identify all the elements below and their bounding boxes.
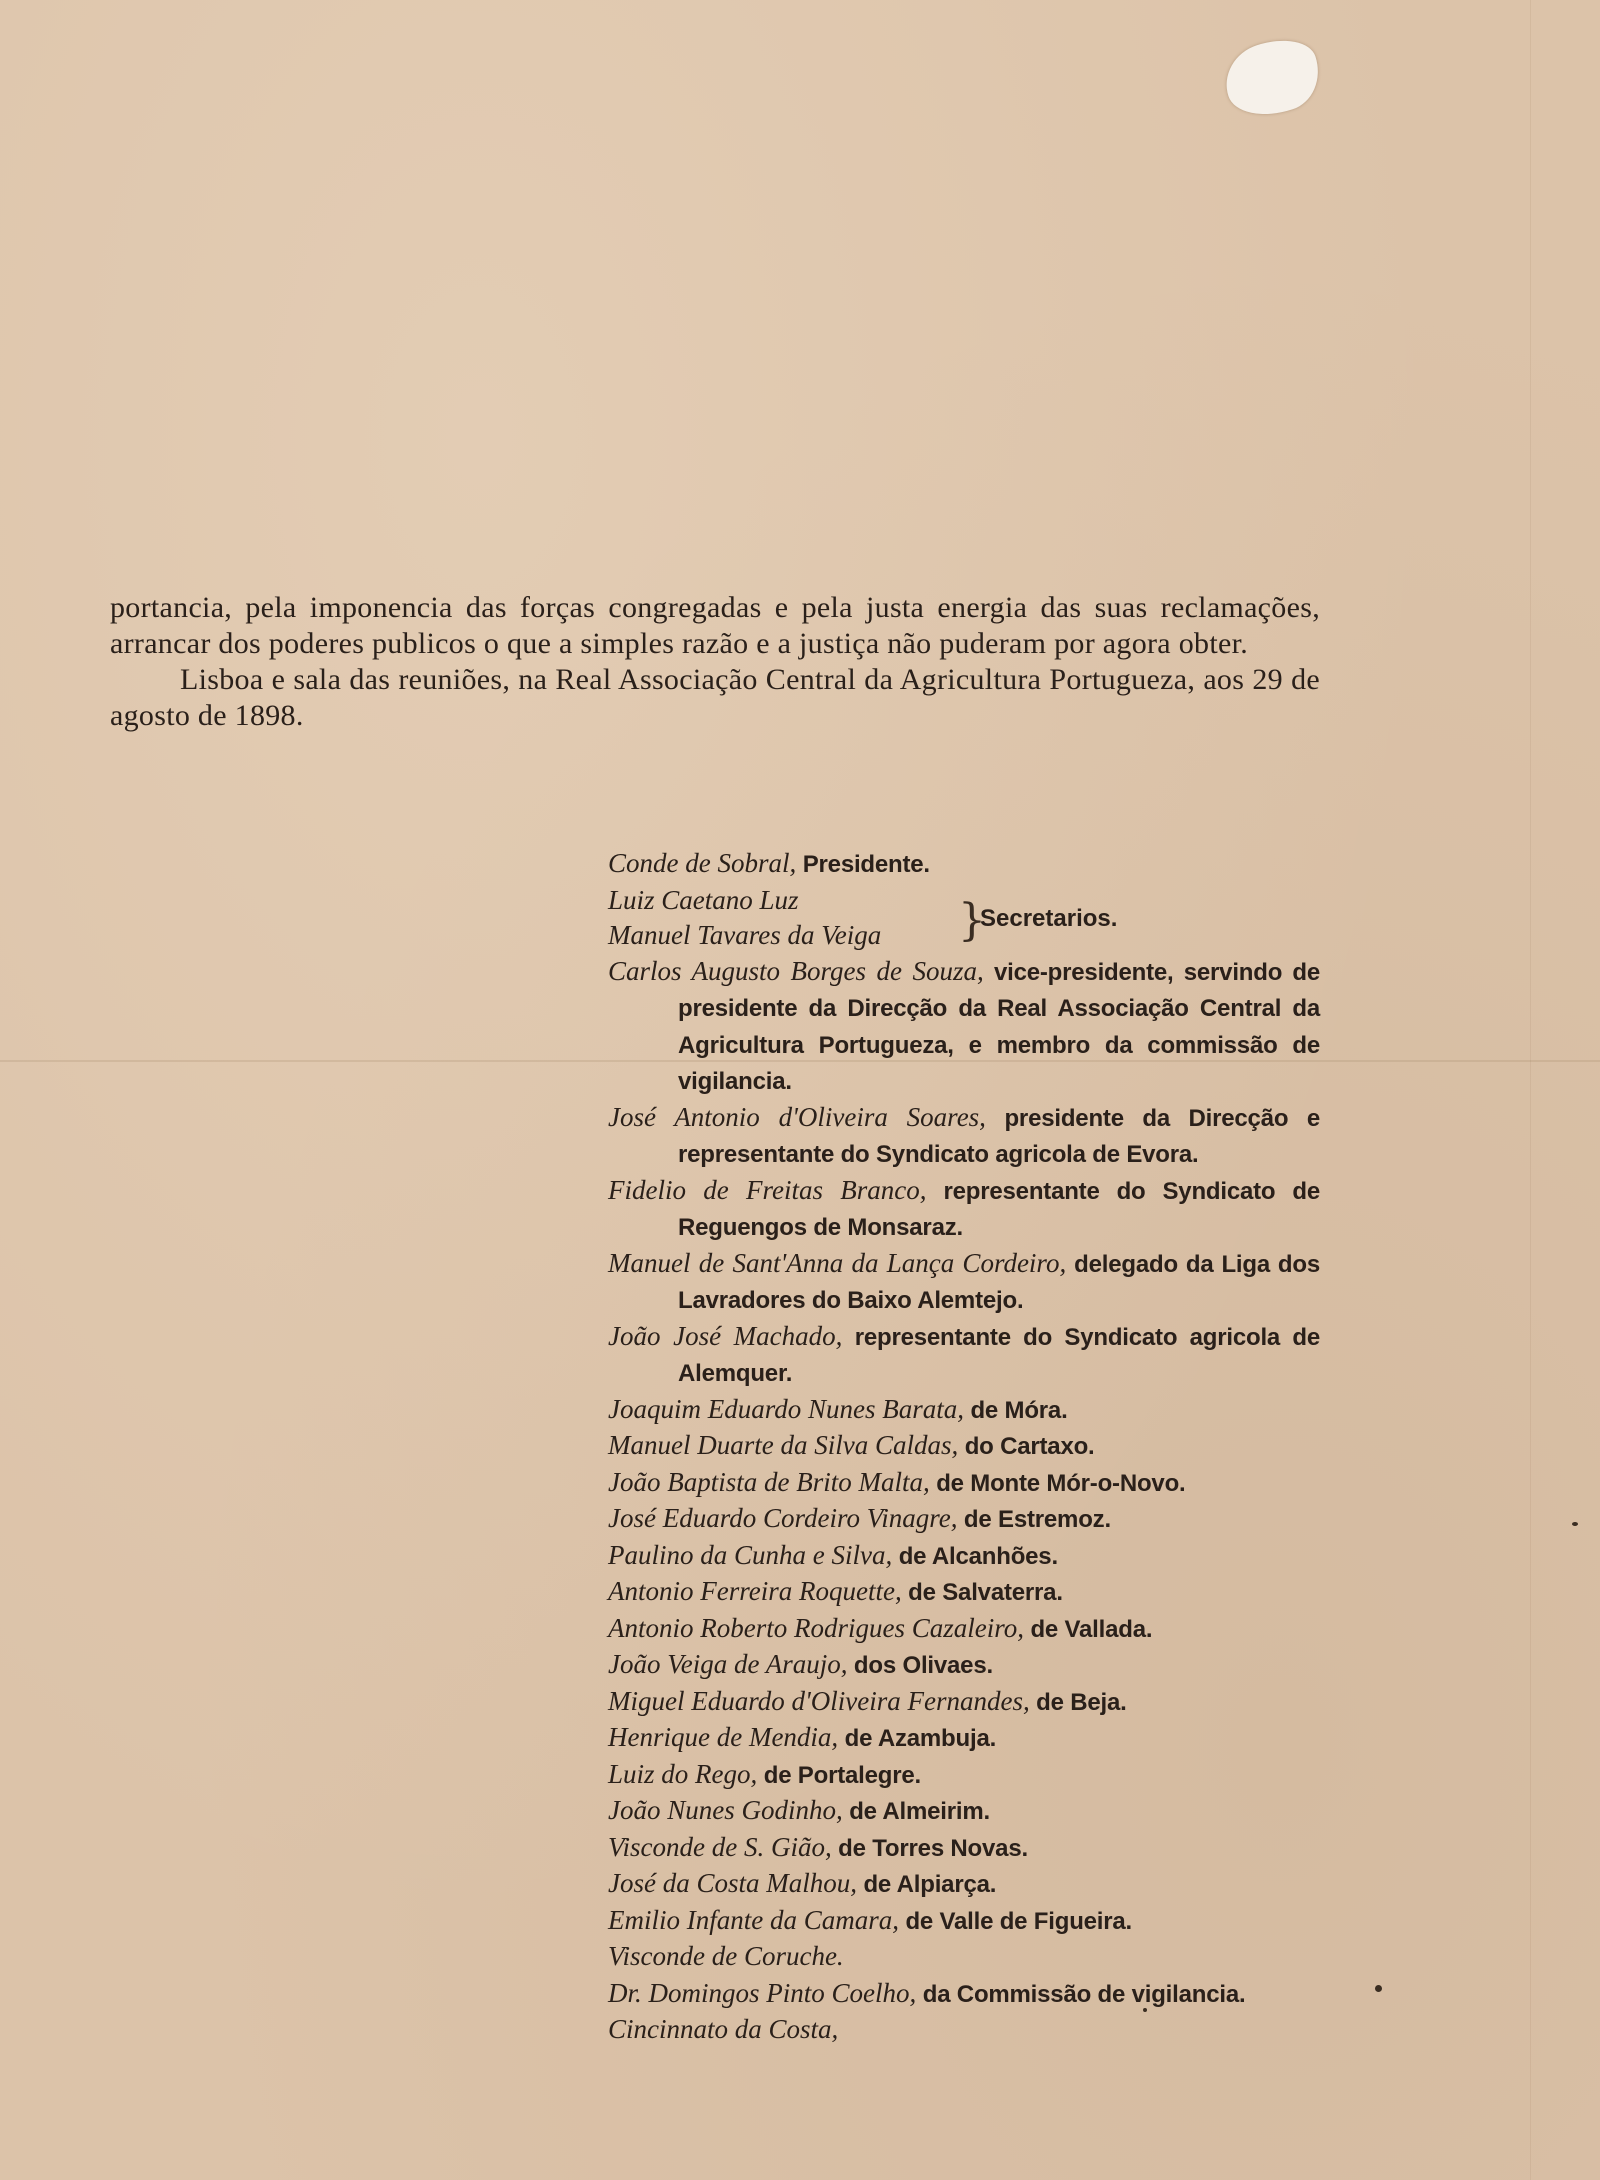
signature-list xyxy=(608,846,1320,2049)
ink-speck xyxy=(1375,1985,1382,1992)
signature-entry xyxy=(608,1793,1320,1830)
signatory-name: Antonio Ferreira Roquette, xyxy=(608,1576,902,1606)
signatory-role: de Beja. xyxy=(1029,1688,1127,1716)
signature-entry xyxy=(608,1866,1320,1903)
signature-entry xyxy=(608,1538,1320,1575)
paragraph: Lisboa e sala das reuniões, na Real Associação Central da Agricultura Portugueza, aos 29 de agosto de 1898. xyxy=(110,663,1320,732)
signature-entry xyxy=(608,954,1320,1100)
signatory-name: Luiz do Rego, xyxy=(608,1758,758,1789)
signatory-role: de Portalegre. xyxy=(757,1761,921,1789)
signature-entry xyxy=(608,1647,1320,1684)
signatory-name: Cincinnato da Costa, xyxy=(608,2014,839,2044)
signatory-name: João Nunes Godinho, xyxy=(608,1795,843,1825)
signature-entry xyxy=(608,1976,1320,2013)
signature-entry xyxy=(608,1720,1320,1757)
signatory-name: Visconde de S. Gião, xyxy=(608,1831,832,1862)
secretary-name: Manuel Tavares da Veiga xyxy=(608,919,882,950)
signatory-name: Antonio Roberto Rodrigues Cazaleiro, xyxy=(608,1612,1024,1643)
ink-speck xyxy=(1143,2008,1147,2012)
fold-line xyxy=(1530,0,1531,2180)
signatory-name: Emilio Infante da Camara, xyxy=(608,1904,899,1935)
signatory-name: Conde de Sobral, xyxy=(608,848,797,878)
signatory-name: José Antonio d'Oliveira Soares, xyxy=(608,1101,986,1132)
signatory-name: Visconde de Coruche. xyxy=(608,1941,844,1971)
signature-entry xyxy=(608,1684,1320,1721)
signatory-role: de Móra. xyxy=(963,1396,1068,1424)
signatory-role: do Cartaxo. xyxy=(958,1433,1095,1460)
signatory-role: da Commissão de vigilancia. xyxy=(916,1980,1246,2008)
signature-entry xyxy=(608,1173,1320,1246)
signatory-role: representante do Syndicato de Reguengos de Monsaraz. xyxy=(678,1177,1320,1241)
signatory-role: de Valle de Figueira. xyxy=(899,1907,1133,1935)
signatory-role: dos Olivaes. xyxy=(847,1652,993,1679)
signature-entries xyxy=(608,954,1320,2049)
signature-entry xyxy=(608,846,1320,883)
signature-entry xyxy=(608,1246,1320,1319)
signatory-role: Presidente. xyxy=(796,851,930,878)
signatory-role: representante do Syndicato agricola de Alemquer. xyxy=(678,1323,1320,1387)
signature-entry xyxy=(608,1903,1320,1940)
signatory-role: de Almeirim. xyxy=(842,1798,990,1825)
signature-entry xyxy=(608,1757,1320,1794)
paragraph: portancia, pela imponencia das forças congregadas e pela justa energia das suas reclamações, arrancar dos poderes publicos o que a simples razão e a justiça não puderam por agora obter. xyxy=(110,591,1320,660)
signatory-role: delegado da Liga dos Lavradores do Baixo Alemtejo. xyxy=(678,1250,1321,1314)
signatory-name: Paulino da Cunha e Silva, xyxy=(608,1539,893,1570)
brace: } xyxy=(958,894,986,946)
secretary-name: Luiz Caetano Luz xyxy=(608,884,799,915)
signatory-role: de Estremoz. xyxy=(957,1506,1111,1533)
signatory-name: João Veiga de Araujo, xyxy=(608,1649,848,1679)
ink-speck xyxy=(1572,1522,1578,1526)
paper-tear xyxy=(1216,29,1329,127)
signatory-name: Manuel de Sant'Anna da Lança Cordeiro, xyxy=(608,1247,1067,1278)
signature-entry xyxy=(608,1939,1320,1976)
signatory-role: de Azambuja. xyxy=(838,1725,997,1752)
signatory-role: vice-presidente, servindo de presidente da Direcção da Real Associação Central da Agricultura Portugueza, e membro da commissão de vigilancia. xyxy=(678,958,1320,1095)
signature-entry xyxy=(608,2012,1320,2049)
signatory-name: Joaquim Eduardo Nunes Barata, xyxy=(608,1393,964,1424)
secretaries-label: Secretarios. xyxy=(980,904,1118,932)
signatory-name: Fidelio de Freitas Branco, xyxy=(608,1174,927,1205)
signatory-role: de Alpiarça. xyxy=(857,1871,997,1898)
body-text xyxy=(110,590,1320,734)
signatory-name: João Baptista de Brito Malta, xyxy=(608,1466,930,1497)
signatory-name: Henrique de Mendia, xyxy=(608,1722,839,1752)
signatory-name: Dr. Domingos Pinto Coelho, xyxy=(608,1977,917,2008)
signatory-role: de Monte Mór-o-Novo. xyxy=(929,1469,1186,1497)
signatory-name: José Eduardo Cordeiro Vinagre, xyxy=(608,1503,958,1533)
signature-entry xyxy=(608,1428,1320,1465)
secretaries-group xyxy=(608,883,1320,954)
signature-entry xyxy=(608,1830,1320,1867)
signatory-name: Miguel Eduardo d'Oliveira Fernandes, xyxy=(608,1685,1030,1716)
signatory-name: João José Machado, xyxy=(608,1320,843,1351)
signature-entry xyxy=(608,1392,1320,1429)
signature-entry xyxy=(608,1319,1320,1392)
signature-entry xyxy=(608,1465,1320,1502)
signature-entry xyxy=(608,1574,1320,1611)
signatory-role: de Alcanhões. xyxy=(892,1542,1058,1570)
signatory-role: de Vallada. xyxy=(1023,1615,1153,1643)
signature-entry xyxy=(608,1611,1320,1648)
signatory-role: de Torres Novas. xyxy=(831,1834,1028,1862)
signatory-role: presidente da Direcção e representante do Syndicato agricola de Evora. xyxy=(678,1104,1320,1168)
signatory-role: de Salvaterra. xyxy=(901,1579,1063,1606)
signatory-name: Manuel Duarte da Silva Caldas, xyxy=(608,1430,959,1460)
signatory-name: José da Costa Malhou, xyxy=(608,1868,857,1898)
signature-entry xyxy=(608,1501,1320,1538)
signature-entry xyxy=(608,1100,1320,1173)
signatory-name: Carlos Augusto Borges de Souza, xyxy=(608,955,984,986)
